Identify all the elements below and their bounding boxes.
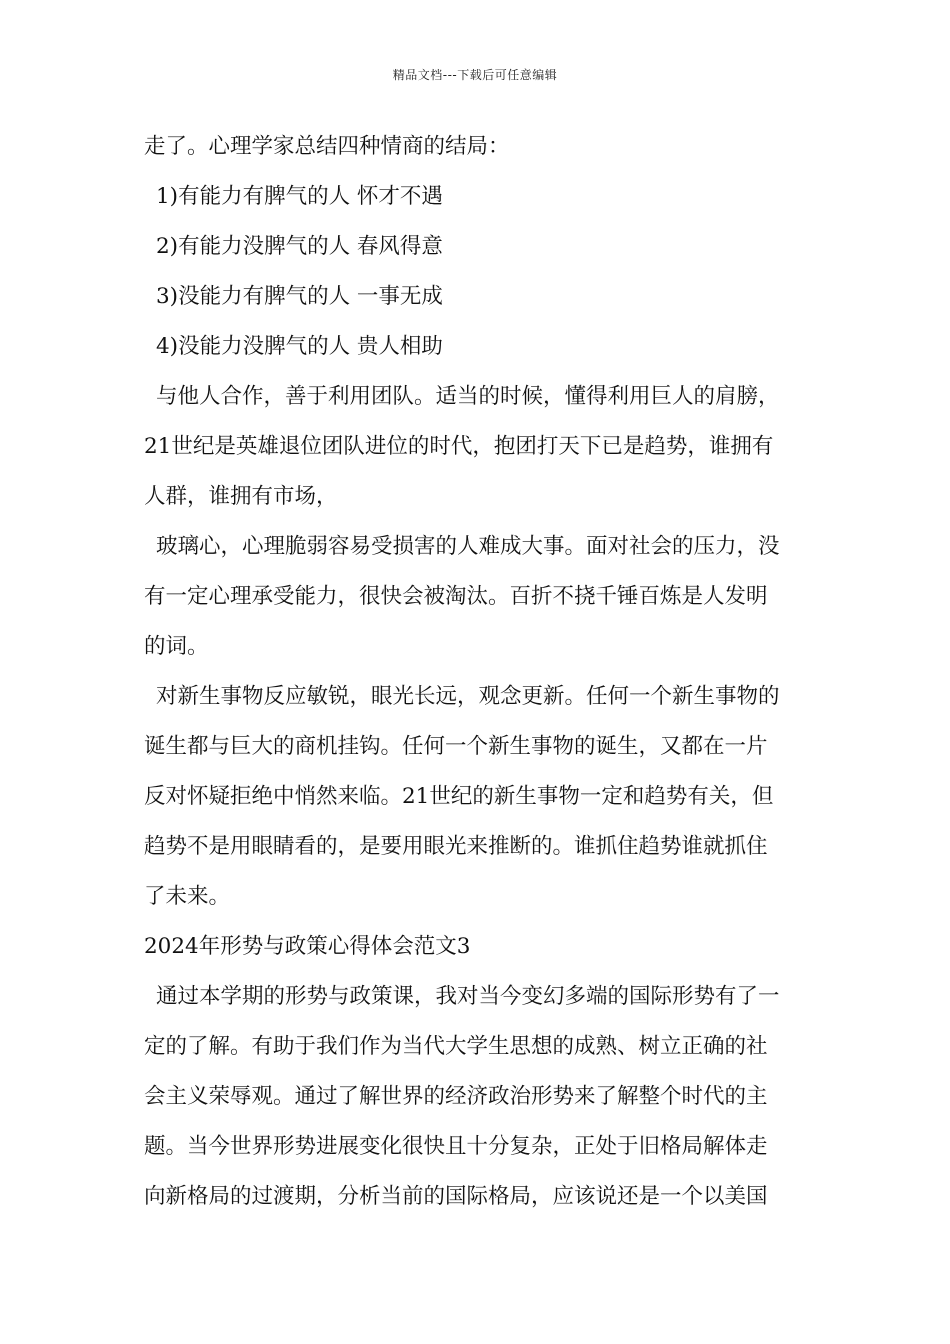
list-item: 3)没能力有脾气的人 一事无成	[156, 284, 443, 309]
paragraph-line: 对新生事物反应敏锐，眼光长远，观念更新。任何一个新生事物的	[156, 684, 780, 709]
page-header: 精品文档---下载后可任意编辑	[392, 68, 558, 82]
paragraph-line: 定的了解。有助于我们作为当代大学生思想的成熟、树立正确的社	[144, 1034, 768, 1059]
paragraph-line: 玻璃心，心理脆弱容易受损害的人难成大事。面对社会的压力，没	[156, 534, 780, 559]
list-item: 4)没能力没脾气的人 贵人相助	[156, 334, 443, 359]
paragraph-line: 会主义荣辱观。通过了解世界的经济政治形势来了解整个时代的主	[144, 1084, 768, 1109]
text-line: 走了。心理学家总结四种情商的结局：	[144, 134, 510, 159]
list-item: 1)有能力有脾气的人 怀才不遇	[156, 184, 443, 209]
paragraph-line: 的词。	[144, 634, 209, 659]
paragraph-line: 了未来。	[144, 884, 231, 909]
paragraph-line: 与他人合作，善于利用团队。适当的时候，懂得利用巨人的肩膀，	[156, 384, 780, 409]
paragraph-line: 有一定心理承受能力，很快会被淘汰。百折不挠千锤百炼是人发明	[144, 584, 768, 609]
paragraph-line: 向新格局的过渡期，分析当前的国际格局，应该说还是一个以美国	[144, 1184, 768, 1209]
paragraph-line: 诞生都与巨大的商机挂钩。任何一个新生事物的诞生，又都在一片	[144, 734, 768, 759]
paragraph-line: 通过本学期的形势与政策课，我对当今变幻多端的国际形势有了一	[156, 984, 780, 1009]
paragraph-line: 反对怀疑拒绝中悄然来临。21世纪的新生事物一定和趋势有关，但	[144, 784, 774, 809]
paragraph-line: 趋势不是用眼睛看的，是要用眼光来推断的。谁抓住趋势谁就抓住	[144, 834, 768, 859]
section-heading: 2024年形势与政策心得体会范文3	[144, 934, 471, 959]
paragraph-line: 21世纪是英雄退位团队进位的时代，抱团打天下已是趋势，谁拥有	[144, 434, 774, 459]
document-body	[144, 128, 814, 1228]
list-item: 2)有能力没脾气的人 春风得意	[156, 234, 443, 259]
paragraph-line: 人群，谁拥有市场，	[144, 484, 338, 509]
paragraph-line: 题。当今世界形势进展变化很快且十分复杂，正处于旧格局解体走	[144, 1134, 768, 1159]
